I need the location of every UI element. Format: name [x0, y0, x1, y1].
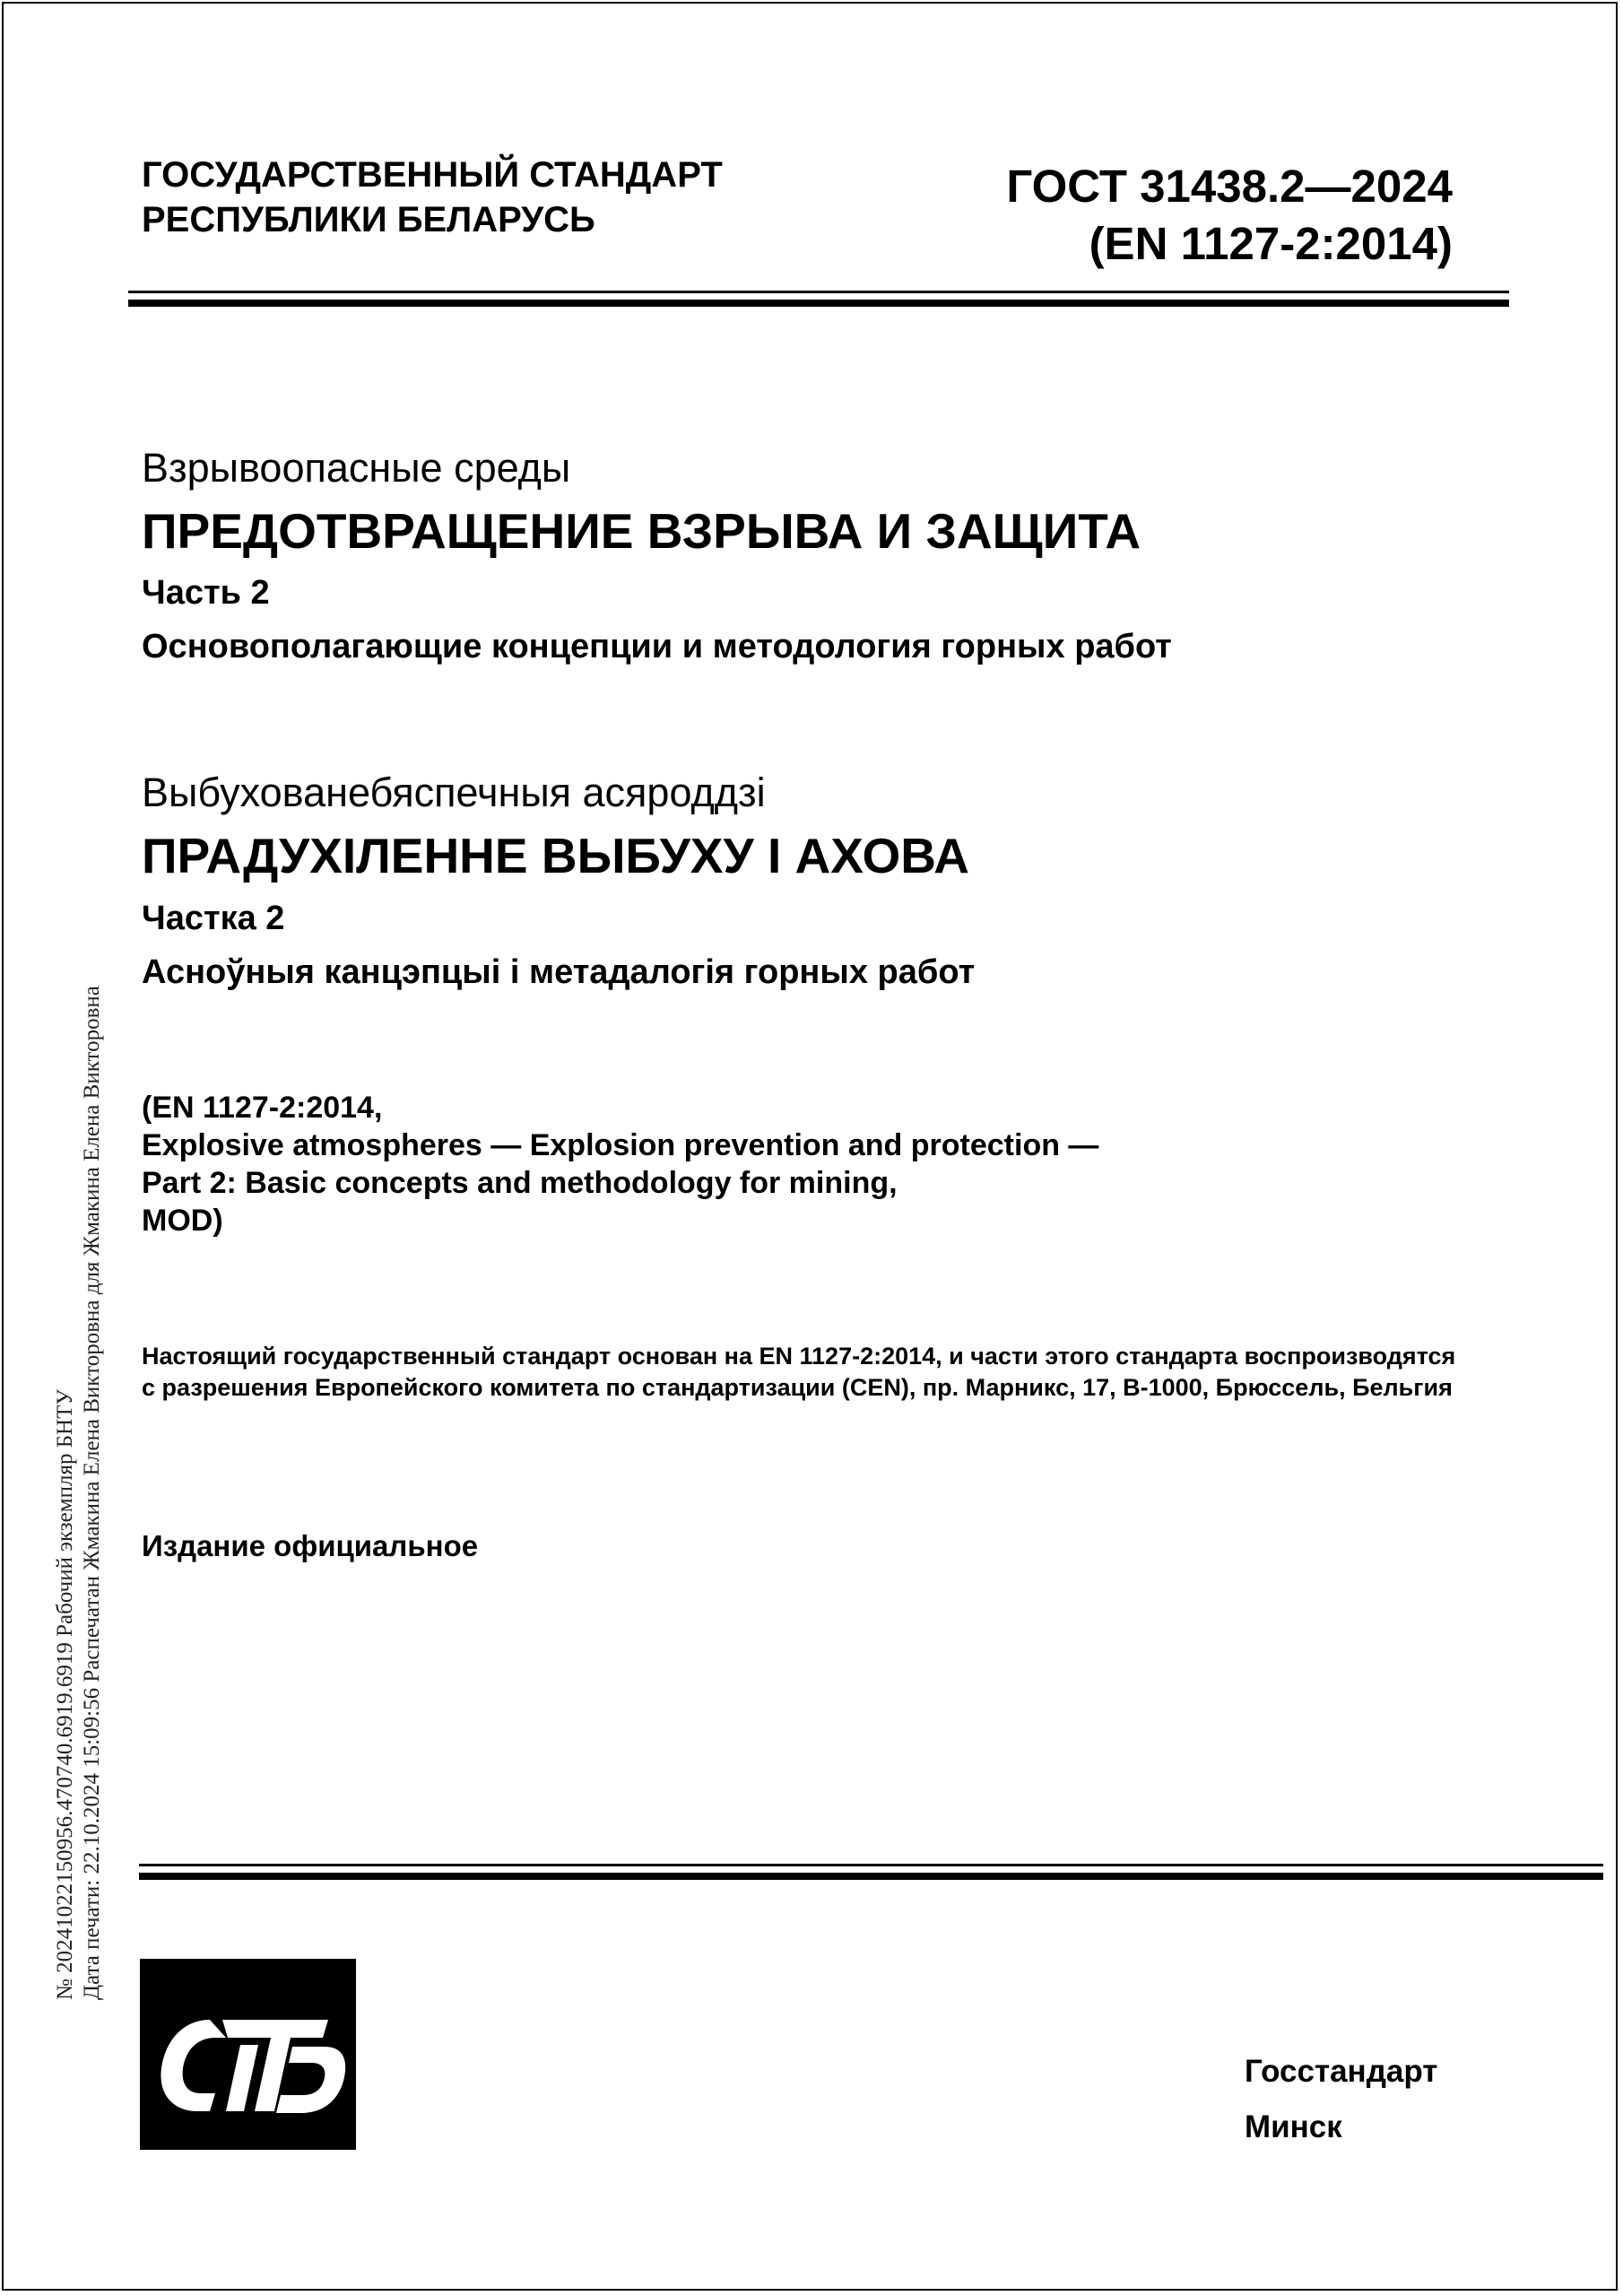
basis-line-2: с разрешения Европейского комитета по стандартизации (CEN), пр. Марникс, 17, B-1000, Брюссель, Бельгия	[142, 1374, 1453, 1401]
standard-code	[1006, 158, 1453, 273]
ru-subtitle: Взрывоопасные среды	[142, 445, 571, 491]
by-title: ПРАДУХІЛЕННЕ ВЫБУХУ І АХОВА	[142, 828, 969, 883]
header-rule-thick	[128, 300, 1509, 307]
footer-rule-thick	[139, 1873, 1603, 1880]
by-description: Асноўныя канцэпцыі і метадалогія горных работ	[142, 953, 976, 991]
en-reference	[142, 1089, 1098, 1239]
print-stamp	[52, 986, 106, 2000]
ru-title: ПРЕДОТВРАЩЕНИЕ ВЗРЫВА И ЗАЩИТА	[142, 503, 1141, 559]
org-line-1: ГОСУДАРСТВЕННЫЙ СТАНДАРТ	[142, 155, 723, 195]
by-part: Частка 2	[142, 900, 285, 937]
stamp-line-1: № 20241022150956.470740.6919.6919 Рабочий экземпляр БНТУ	[53, 1388, 77, 2000]
code-line-2: (EN 1127-2:2014)	[1089, 218, 1453, 269]
basis-statement	[142, 1341, 1455, 1404]
publisher-city: Минск	[1245, 2109, 1342, 2144]
org-line-2: РЕСПУБЛИКИ БЕЛАРУСЬ	[142, 200, 595, 239]
stb-logo-icon	[140, 1959, 356, 2150]
stamp-line-2: Дата печати: 22.10.2024 15:09:56 Распечатан Жмакина Елена Викторовна для Жмакина Елена Викторовна	[80, 986, 104, 2000]
basis-line-1: Настоящий государственный стандарт основан на EN 1127-2:2014, и части этого стандарта воспроизводятся	[142, 1343, 1456, 1370]
footer-rule-thin	[139, 1864, 1603, 1866]
header-rule-thin	[128, 291, 1509, 293]
code-line-1: ГОСТ 31438.2—2024	[1006, 161, 1453, 212]
en-line-2: Explosive atmospheres — Explosion prevention and protection —	[142, 1128, 1099, 1162]
edition-label: Издание официальное	[142, 1529, 479, 1562]
en-line-1: (EN 1127-2:2014,	[142, 1091, 383, 1125]
standard-org	[142, 152, 723, 242]
en-line-4: MOD)	[142, 1204, 223, 1238]
by-subtitle: Выбухованебяспечныя асяроддзі	[142, 770, 766, 815]
publisher-name: Госстандарт	[1245, 2054, 1438, 2089]
ru-part: Часть 2	[142, 574, 270, 612]
ru-description: Основополагающие концепции и методология горных работ	[142, 628, 1172, 665]
en-line-3: Part 2: Basic concepts and methodology for mining,	[142, 1166, 898, 1200]
